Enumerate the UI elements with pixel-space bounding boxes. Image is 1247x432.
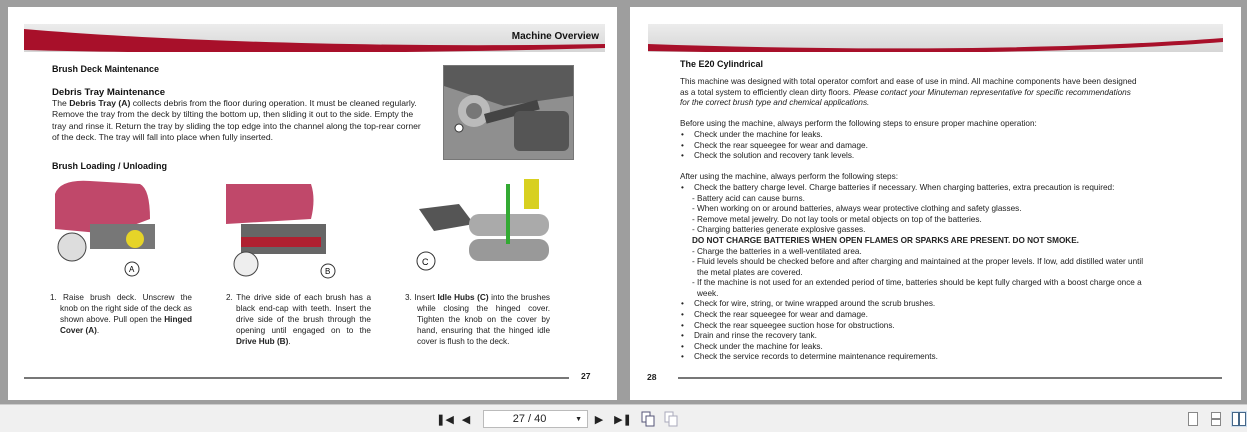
header-band <box>648 24 1223 52</box>
intro-line: This machine was designed with total operator comfort and ease of use in mind. All machine components have been designed <box>680 77 1137 86</box>
body-text <box>680 77 1190 363</box>
note: - Charging batteries generate explosive gasses. <box>692 225 866 235</box>
note: - Remove metal jewelry. Do not lay tools or metal objects on top of the batteries. <box>692 214 982 224</box>
single-page-icon[interactable] <box>1186 411 1200 427</box>
prev-page-icon[interactable]: ◀ <box>461 413 471 426</box>
note: - When working on or around batteries, always wear protective clothing and safety glasses. <box>692 204 1022 214</box>
continuous-icon[interactable] <box>1209 411 1223 427</box>
note: - If the machine is not used for an extended period of time, batteries should be kept fully charged with a boost charge once a <box>692 278 1142 288</box>
svg-text:B: B <box>325 267 331 276</box>
intro-line: as a total system to efficiently clean dirty floors. Please contact your Minuteman representative for specific recommendations <box>680 87 1131 97</box>
list-item: • Check the battery charge level. Charge batteries if necessary. When charging batteries, extra precaution is required: <box>680 183 1190 194</box>
section-header: Machine Overview <box>511 31 599 42</box>
svg-text:C: C <box>422 257 429 267</box>
before-lead: Before using the machine, always perform the following steps to ensure proper machine operation: <box>680 119 1037 129</box>
warning: DO NOT CHARGE BATTERIES WHEN OPEN FLAMES OR SPARKS ARE PRESENT. DO NOT SMOKE. <box>692 235 1079 245</box>
two-page-icon[interactable] <box>1231 411 1247 427</box>
step-2-caption: 2. The drive side of each brush has a black end-cap with teeth. Insert the drive side of the brush through the opening until engaged on to the Drive Hub (B). <box>226 293 371 346</box>
red-swoosh <box>648 24 1223 52</box>
subsection-title: Debris Tray Maintenance <box>52 87 166 98</box>
facing-pages-icon[interactable] <box>663 411 679 427</box>
step2-image <box>226 179 346 279</box>
footer-rule <box>678 377 1222 379</box>
debris-tray-image <box>443 65 574 160</box>
note: - Fluid levels should be checked before and after charging and maintained at the proper levels. If low, add distilled water until <box>692 257 1144 267</box>
first-page-icon[interactable]: ❚◀ <box>436 413 454 426</box>
step3-image <box>414 179 554 279</box>
step1-image <box>50 179 170 279</box>
last-page-icon[interactable]: ▶❚ <box>614 413 632 426</box>
header-band <box>24 24 605 52</box>
after-lead: After using the machine, always perform the following steps: <box>680 172 898 182</box>
list-item: • Check the service records to determine maintenance requirements. <box>680 352 1190 363</box>
page-number: 27 <box>581 371 591 381</box>
list-item: • Check the solution and recovery tank levels. <box>680 151 1190 162</box>
section-title: Brush Deck Maintenance <box>52 64 160 74</box>
intro-line: for the correct brush type and chemical applications. <box>680 98 870 108</box>
list-item: • Check the rear squeegee for wear and damage. <box>680 141 1190 152</box>
note: - Charge the batteries in a well-ventilated area. <box>692 246 862 256</box>
viewer-toolbar <box>0 404 1247 432</box>
list-item: • Check under the machine for leaks. <box>680 130 1190 141</box>
fit-page-icon[interactable] <box>640 411 656 427</box>
list-item: • Drain and rinse the recovery tank. <box>680 331 1190 342</box>
next-page-icon[interactable]: ▶ <box>594 413 604 426</box>
page-28 <box>630 7 1241 400</box>
note: the metal plates are covered. <box>697 267 803 277</box>
step-1-caption: 1. Raise brush deck. Unscrew the knob on the right side of the deck as shown above. Pull open the Hinged Cover (A). <box>50 293 192 335</box>
svg-text:A: A <box>129 265 135 274</box>
chevron-down-icon: ▼ <box>575 415 582 423</box>
page-title: The E20 Cylindrical <box>680 59 764 69</box>
note: - Battery acid can cause burns. <box>692 193 805 203</box>
list-item: • Check the rear squeegee for wear and damage. <box>680 310 1190 321</box>
step-3-caption: 3. Insert Idle Hubs (C) into the brushes while closing the hinged cover. Tighten the knob on the cover by hand, ensuring that the hinged idle cover is flush to the deck. <box>405 293 550 346</box>
list-item: • Check for wire, string, or twine wrapped around the scrub brushes. <box>680 299 1190 310</box>
page-number: 28 <box>647 372 657 382</box>
loading-title: Brush Loading / Unloading <box>52 161 167 171</box>
list-item: • Check the rear squeegee suction hose for obstructions. <box>680 321 1190 332</box>
debris-paragraph: The Debris Tray (A) collects debris from the floor during operation. It must be cleaned regularly. Remove the tray from the deck by tilting the bottom up, then sliding it out to the side. Empty the tray and rinse it. Return the tray by sliding the top edge into the channel along the top-rear corner of the deck. The tray will fall into place when fully inserted. <box>52 98 421 142</box>
note: week. <box>697 288 719 298</box>
footer-rule <box>24 377 569 379</box>
page-27 <box>8 7 617 400</box>
list-item: • Check under the machine for leaks. <box>680 342 1190 353</box>
page-select[interactable]: 27 / 40 ▼ <box>483 410 588 428</box>
